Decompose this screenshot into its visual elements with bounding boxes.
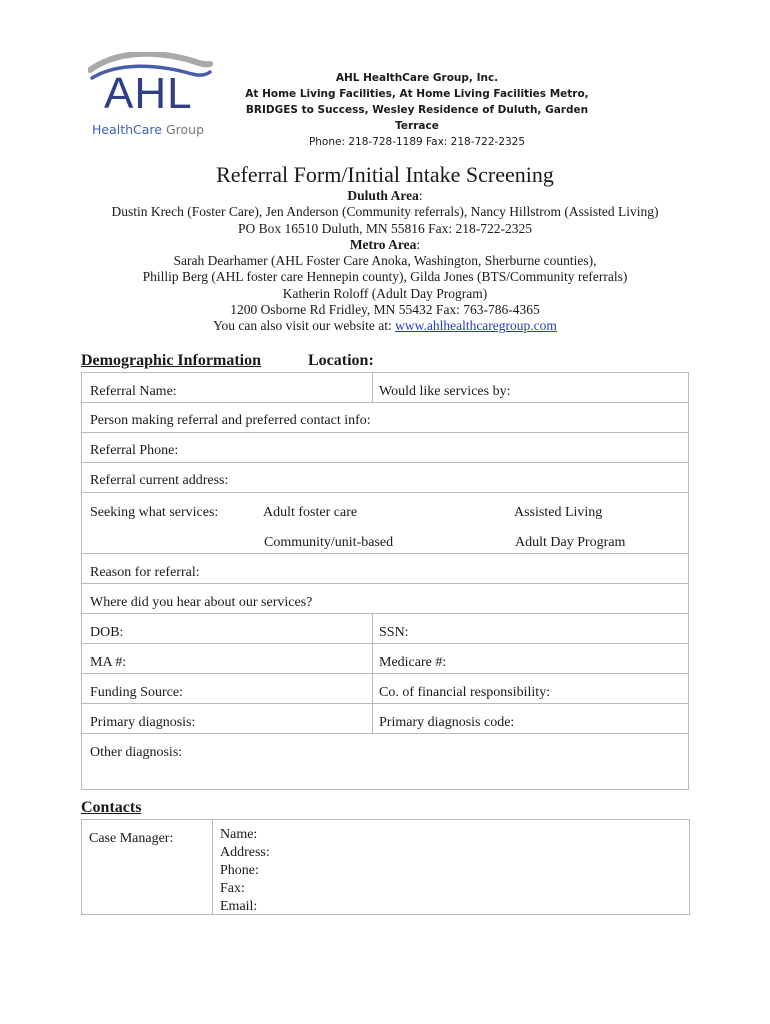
logo-brand-text: AHL (104, 69, 193, 118)
cm-phone-field[interactable]: Phone: (220, 863, 259, 878)
reason-for-referral-field[interactable]: Reason for referral: (90, 565, 200, 580)
contacts-heading: Contacts (81, 799, 142, 816)
website-line: You can also visit our website at: www.ahlhealthcaregroup.com (213, 318, 557, 334)
duluth-contacts: Dustin Krech (Foster Care), Jen Anderson (Community referrals), Nancy Hillstrom (Assisted Living) (111, 204, 659, 220)
company-contact: Phone: 218-728-1189 Fax: 218-722-2325 (308, 136, 526, 148)
primary-diagnosis-field[interactable]: Primary diagnosis: (90, 715, 196, 730)
primary-diagnosis-code-field[interactable]: Primary diagnosis code: (379, 715, 515, 730)
dob-field[interactable]: DOB: (90, 625, 124, 640)
case-manager-label: Case Manager: (89, 831, 174, 846)
table-row (82, 644, 688, 674)
option-community-unit-based[interactable]: Community/unit-based (264, 535, 394, 550)
table-row (82, 403, 688, 433)
table-row (82, 433, 688, 463)
financial-responsibility-field[interactable]: Co. of financial responsibility: (379, 685, 551, 700)
funding-source-field[interactable]: Funding Source: (90, 685, 183, 700)
table-row (82, 704, 688, 734)
cm-email-field[interactable]: Email: (220, 899, 258, 914)
table-row (82, 674, 688, 704)
demographic-heading: Demographic Information (81, 352, 261, 369)
cm-address-field[interactable]: Address: (220, 845, 270, 860)
services-by-field[interactable]: Would like services by: (379, 384, 511, 399)
logo-subtitle: HealthCare Group (92, 122, 205, 137)
other-diagnosis-field[interactable]: Other diagnosis: (90, 745, 183, 760)
metro-heading: Metro Area: (349, 236, 421, 252)
table-row (82, 373, 688, 403)
office-info (0, 188, 770, 335)
demographic-table (81, 372, 689, 790)
company-facilities-line2: BRIDGES to Success, Wesley Residence of Duluth, Garden Terrace (245, 104, 589, 132)
metro-contacts-line3: Katherin Roloff (Adult Day Program) (282, 285, 488, 301)
metro-contacts-line1: Sarah Dearhamer (AHL Foster Care Anoka, Washington, Sherburne counties), (173, 253, 597, 269)
option-assisted-living[interactable]: Assisted Living (514, 505, 603, 520)
metro-contacts-line2: Phillip Berg (AHL foster care Hennepin county), Gilda Jones (BTS/Community referrals) (142, 269, 628, 285)
duluth-address: PO Box 16510 Duluth, MN 55816 Fax: 218-722-2325 (237, 220, 532, 236)
option-adult-foster-care[interactable]: Adult foster care (263, 505, 358, 520)
table-row (82, 584, 688, 614)
ssn-field[interactable]: SSN: (379, 625, 409, 640)
ma-field[interactable]: MA #: (90, 655, 127, 670)
contacts-table (81, 819, 690, 915)
table-row (82, 554, 688, 584)
cm-name-field[interactable]: Name: (220, 827, 258, 842)
medicare-field[interactable]: Medicare #: (379, 655, 447, 670)
ahl-logo (88, 52, 213, 142)
website-link[interactable]: www.ahlhealthcaregroup.com (395, 318, 557, 334)
table-row (82, 493, 688, 554)
table-row (82, 463, 688, 493)
metro-address: 1200 Osborne Rd Fridley, MN 55432 Fax: 763-786-4365 (230, 302, 540, 318)
referral-address-field[interactable]: Referral current address: (90, 473, 229, 488)
location-label: Location: (308, 352, 374, 369)
company-header (232, 70, 602, 150)
cm-fax-field[interactable]: Fax: (220, 881, 245, 896)
referral-name-field[interactable]: Referral Name: (90, 384, 177, 399)
table-row (82, 614, 688, 644)
form-title: Referral Form/Initial Intake Screening (216, 162, 554, 187)
hear-about-services-field[interactable]: Where did you hear about our services? (90, 595, 313, 610)
referral-phone-field[interactable]: Referral Phone: (90, 443, 179, 458)
company-facilities-line1: At Home Living Facilities, At Home Living Facilities Metro, (245, 88, 589, 100)
option-adult-day-program[interactable]: Adult Day Program (515, 535, 626, 550)
duluth-heading: Duluth Area: (347, 188, 423, 203)
seeking-services-label: Seeking what services: (90, 505, 219, 520)
person-making-referral-field[interactable]: Person making referral and preferred contact info: (90, 413, 371, 428)
company-name: AHL HealthCare Group, Inc. (335, 72, 499, 84)
table-row (82, 734, 688, 789)
